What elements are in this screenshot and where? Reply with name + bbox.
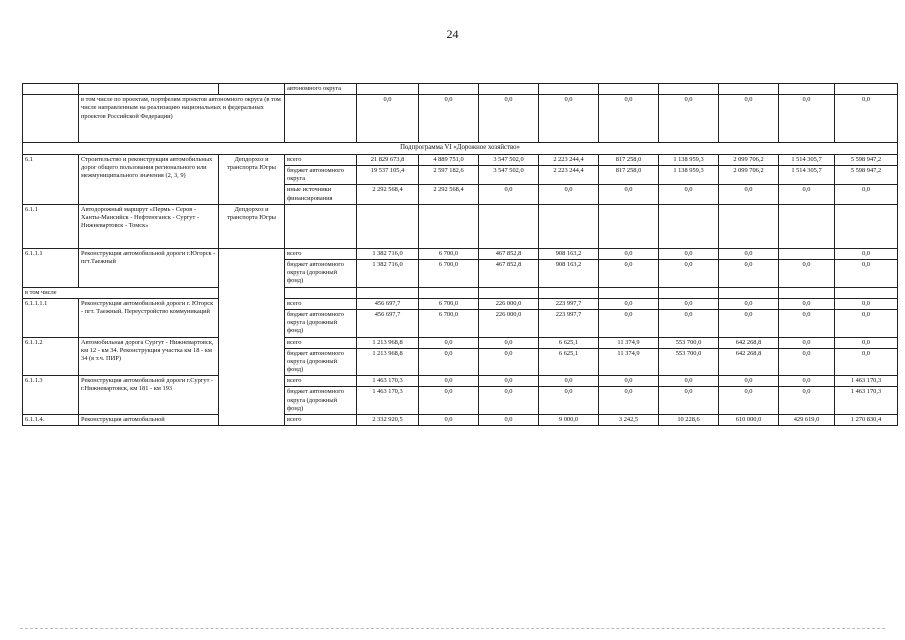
value-cell: 553 700,0 — [659, 348, 719, 376]
row-number: 6.1.1.1 — [23, 248, 79, 287]
value-cell: 0,0 — [835, 260, 898, 288]
value-cell: 3 242,5 — [599, 415, 659, 426]
value-cell: 429 619,0 — [779, 415, 835, 426]
value-cell: 2 099 706,2 — [719, 166, 779, 185]
value-cell: 0,0 — [779, 387, 835, 415]
value-cell: 0,0 — [419, 387, 479, 415]
value-cell: 0,0 — [479, 337, 539, 348]
value-cell: 0,0 — [539, 185, 599, 204]
page-bottom-edge — [20, 628, 885, 629]
value-cell: 3 547 502,0 — [479, 166, 539, 185]
value-cell: 0,0 — [479, 376, 539, 387]
table-row — [23, 337, 898, 348]
value-cell: 1 382 716,0 — [357, 248, 419, 259]
row-number-cell — [23, 84, 79, 95]
value-cell: 0,0 — [599, 248, 659, 259]
row-number: 6.1.1.1.1 — [23, 298, 79, 337]
value-cell: 0,0 — [419, 95, 479, 143]
table-row — [23, 287, 898, 298]
value-cell: 6 700,0 — [419, 309, 479, 337]
value-cell: 0,0 — [659, 376, 719, 387]
value-cell: 11 374,9 — [599, 348, 659, 376]
row-number: 6.1.1.2 — [23, 337, 79, 376]
value-cell: 6 700,0 — [419, 248, 479, 259]
value-cell: 0,0 — [719, 376, 779, 387]
row-executor-cell — [219, 84, 285, 95]
value-cell: 642 268,8 — [719, 337, 779, 348]
value-cell: 0,0 — [835, 298, 898, 309]
value-cell: 0,0 — [659, 95, 719, 143]
value-cell: 6 700,0 — [419, 298, 479, 309]
table-row — [23, 143, 898, 155]
value-cell: 0,0 — [659, 185, 719, 204]
table-row — [23, 95, 898, 143]
row-number: 6.1.1.4. — [23, 415, 79, 426]
value-cell: 467 852,8 — [479, 248, 539, 259]
value-cell: 0,0 — [779, 95, 835, 143]
row-number: 6.1.1 — [23, 204, 79, 248]
value-cell: 226 000,0 — [479, 298, 539, 309]
value-cell: 2 292 568,4 — [419, 185, 479, 204]
value-cell: 2 223 244,4 — [539, 166, 599, 185]
value-cell: 0,0 — [719, 309, 779, 337]
funding-source: всего — [285, 337, 357, 348]
value-cell: 19 537 105,4 — [357, 166, 419, 185]
value-cell: 553 700,0 — [659, 337, 719, 348]
row-executor: Депдорхоз и транспорта Югры — [219, 204, 285, 248]
value-cell: 3 547 502,0 — [479, 154, 539, 165]
value-cell: 0,0 — [779, 337, 835, 348]
funding-source: всего — [285, 376, 357, 387]
value-cell: 0,0 — [479, 415, 539, 426]
value-cell: 2 597 182,6 — [419, 166, 479, 185]
value-cell: 456 697,7 — [357, 298, 419, 309]
value-cell: 0,0 — [419, 337, 479, 348]
value-cell: 0,0 — [599, 260, 659, 288]
value-cell: 0,0 — [539, 376, 599, 387]
row-name: Автодорожный маршрут «Пермь - Серов - Ханты-Мансийск - Нефтеюганск - Сургут - Нижневартовск - Томск» — [79, 204, 219, 248]
funding-source: бюджет автономного округа (дорожный фонд) — [285, 348, 357, 376]
value-cell: 223 997,7 — [539, 298, 599, 309]
value-cell: 610 000,0 — [719, 415, 779, 426]
row-name: Автомобильная дорога Сургут - Нижневартовск, км 12 - км 34. Реконструкция участка км 18 - км 34 (в т.ч. ПИР) — [79, 337, 219, 376]
table-row — [23, 415, 898, 426]
value-cell: 0,0 — [779, 260, 835, 288]
value-cell: 0,0 — [539, 387, 599, 415]
row-name: Строительство и реконструкция автомобильных дорог общего пользования регионального или межмуниципального значения (2, 3, 9) — [79, 154, 219, 204]
value-cell: 0,0 — [835, 248, 898, 259]
funding-source: бюджет автономного округа (дорожный фонд) — [285, 387, 357, 415]
value-cell: 0,0 — [835, 337, 898, 348]
funding-source: всего — [285, 298, 357, 309]
funding-source: иные источники финансирования — [285, 185, 357, 204]
value-cell: 5 598 947,2 — [835, 154, 898, 165]
value-cell: 0,0 — [779, 376, 835, 387]
row-number: 6.1 — [23, 154, 79, 204]
row-executor-merged — [219, 248, 285, 425]
value-cell: 6 625,1 — [539, 348, 599, 376]
value-cell: 0,0 — [719, 185, 779, 204]
value-cell: 0,0 — [835, 185, 898, 204]
row-name-cell — [79, 84, 219, 95]
row-number: 6.1.1.3 — [23, 376, 79, 415]
value-cell: 0,0 — [599, 376, 659, 387]
value-cell: 0,0 — [479, 185, 539, 204]
value-cell: 1 213 968,8 — [357, 348, 419, 376]
value-cell: 10 228,6 — [659, 415, 719, 426]
value-cell: 0,0 — [479, 95, 539, 143]
funding-source: бюджет автономного округа — [285, 166, 357, 185]
value-cell: 6 625,1 — [539, 337, 599, 348]
value-cell: 1 382 716,0 — [357, 260, 419, 288]
funding-source-cell: автономного округа — [285, 84, 357, 95]
value-cell: 2 099 706,2 — [719, 154, 779, 165]
value-cell: 0,0 — [779, 185, 835, 204]
value-cell: 0,0 — [719, 260, 779, 288]
value-cell: 1 463 170,3 — [835, 376, 898, 387]
funding-source: всего — [285, 415, 357, 426]
value-cell: 6 700,0 — [419, 260, 479, 288]
value-cell: 0,0 — [599, 309, 659, 337]
table-row — [23, 248, 898, 259]
row-executor: Депдорхоз и транспорта Югры — [219, 154, 285, 204]
value-cell — [779, 248, 835, 259]
value-cell: 817 258,0 — [599, 154, 659, 165]
value-cell: 0,0 — [479, 348, 539, 376]
value-cell: 223 997,7 — [539, 309, 599, 337]
value-cell: 0,0 — [719, 298, 779, 309]
value-cell: 0,0 — [659, 248, 719, 259]
value-cell: 2 332 920,5 — [357, 415, 419, 426]
value-cell: 0,0 — [719, 95, 779, 143]
row-name: Реконструкция автомобильной дороги г. Югорск - пгт. Таежный. Переустройство коммуникаций — [79, 298, 219, 337]
funding-source: всего — [285, 154, 357, 165]
value-cell: 226 000,0 — [479, 309, 539, 337]
value-cell: 0,0 — [779, 348, 835, 376]
value-cell: 467 852,8 — [479, 260, 539, 288]
value-cell: 908 163,2 — [539, 248, 599, 259]
row-name: Реконструкция автомобильной дороги г.Сургут - г.Нижневартовск, км 181 - км 193 — [79, 376, 219, 415]
value-cell: 11 374,9 — [599, 337, 659, 348]
table-row — [23, 298, 898, 309]
row-name: Реконструкция автомобильной — [79, 415, 219, 426]
value-cell: 0,0 — [479, 387, 539, 415]
projects-label: в том числе по проектам, портфелям проектов автономного округа (в том числе направленным на реализацию национальных и федеральных проектов Российской Федерации) — [79, 95, 285, 143]
value-cell: 817 258,0 — [599, 166, 659, 185]
table-row — [23, 204, 898, 248]
value-cell: 0,0 — [719, 387, 779, 415]
value-cell: 1 514 305,7 — [779, 154, 835, 165]
funding-source: бюджет автономного округа (дорожный фонд) — [285, 309, 357, 337]
value-cell: 0,0 — [835, 95, 898, 143]
value-cell: 5 598 947,2 — [835, 166, 898, 185]
value-cell: 1 463 170,3 — [357, 376, 419, 387]
value-cell: 4 889 751,0 — [419, 154, 479, 165]
budget-table — [22, 83, 898, 426]
value-cell: 0,0 — [539, 95, 599, 143]
page-number: 24 — [446, 27, 459, 41]
value-cell: 0,0 — [659, 387, 719, 415]
value-cell: 0,0 — [599, 387, 659, 415]
value-cell: 0,0 — [835, 309, 898, 337]
value-cell: 0,0 — [599, 95, 659, 143]
table-row — [23, 154, 898, 165]
value-cell: 0,0 — [659, 260, 719, 288]
value-cell: 1 138 959,3 — [659, 166, 719, 185]
value-cell: 0,0 — [719, 248, 779, 259]
row-name: Реконструкция автомобильной дороги г.Югорск - пгт.Таежный — [79, 248, 219, 287]
value-cell: 456 697,7 — [357, 309, 419, 337]
value-cell: 1 463 170,3 — [835, 387, 898, 415]
value-cell: 1 270 830,4 — [835, 415, 898, 426]
value-cell: 0,0 — [419, 415, 479, 426]
value-cell: 2 223 244,4 — [539, 154, 599, 165]
subprogram-title: Подпрограмма VI «Дорожное хозяйство» — [23, 143, 898, 155]
table-row — [23, 376, 898, 387]
value-cell: 1 514 305,7 — [779, 166, 835, 185]
budget-table-body — [23, 84, 898, 426]
value-cell: 0,0 — [779, 298, 835, 309]
value-cell: 0,0 — [779, 309, 835, 337]
value-cell: 21 829 673,8 — [357, 154, 419, 165]
value-cell: 0,0 — [659, 309, 719, 337]
value-cell: 0,0 — [659, 298, 719, 309]
including-label: в том числе — [23, 287, 219, 298]
value-cell: 0,0 — [357, 95, 419, 143]
funding-source: бюджет автономного округа (дорожный фонд) — [285, 260, 357, 288]
value-cell: 1 463 170,3 — [357, 387, 419, 415]
value-cell: 1 213 968,8 — [357, 337, 419, 348]
value-cell: 642 268,8 — [719, 348, 779, 376]
value-cell: 2 292 568,4 — [357, 185, 419, 204]
value-cell: 0,0 — [419, 376, 479, 387]
value-cell: 0,0 — [419, 348, 479, 376]
value-cell: 9 000,0 — [539, 415, 599, 426]
value-cell: 0,0 — [835, 348, 898, 376]
funding-source: всего — [285, 248, 357, 259]
value-cell: 0,0 — [599, 185, 659, 204]
value-cell: 908 163,2 — [539, 260, 599, 288]
value-cell: 0,0 — [599, 298, 659, 309]
value-cell: 1 138 959,3 — [659, 154, 719, 165]
table-row — [23, 84, 898, 95]
